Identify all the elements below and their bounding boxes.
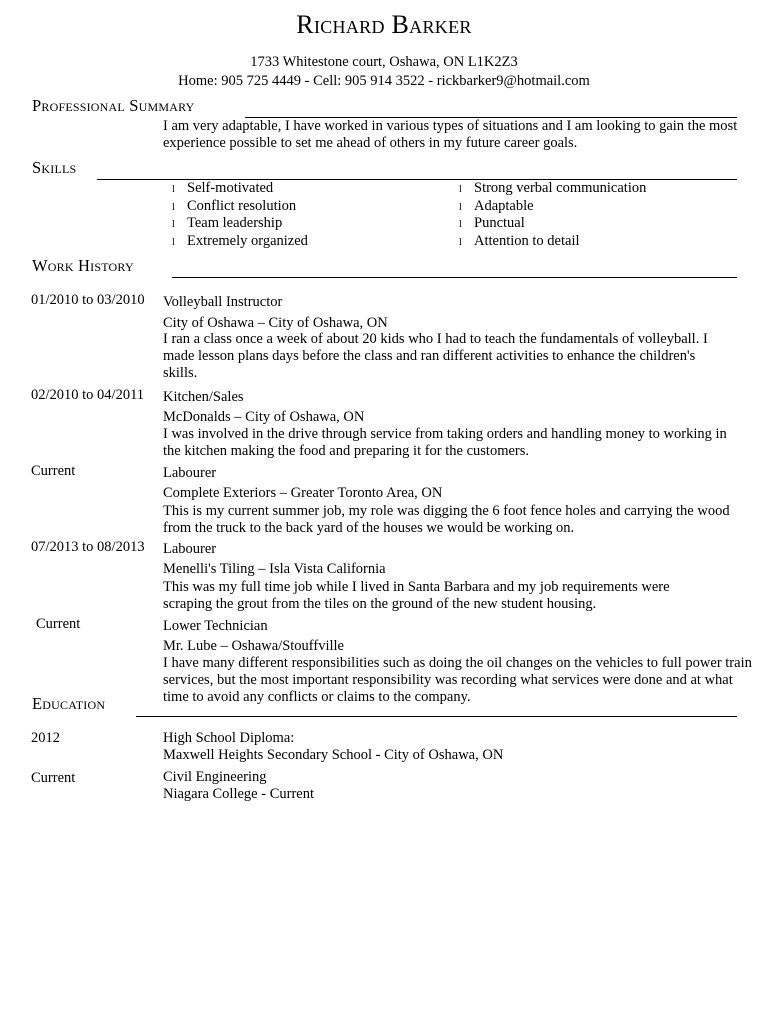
section-rule-education bbox=[136, 716, 737, 717]
bullet-icon: l bbox=[459, 219, 462, 230]
bullet-icon: l bbox=[459, 202, 462, 213]
job-position: Kitchen/Sales bbox=[163, 389, 244, 405]
section-title-education: Education bbox=[32, 694, 106, 713]
job-employer: Complete Exteriors – Greater Toronto Area, ON bbox=[163, 485, 443, 501]
education-date: 2012 bbox=[31, 730, 60, 746]
job-dates: Current bbox=[31, 463, 76, 479]
skill-item: Strong verbal communication bbox=[474, 180, 647, 196]
skill-item: Adaptable bbox=[474, 198, 534, 214]
job-description: I have many different responsibilities such as doing the oil changes on the vehicles to full power train services, but the most important responsibility was recording what services were done and at what time to avoid any conflicts or claims to the company. bbox=[163, 655, 752, 705]
education-institution: Maxwell Heights Secondary School - City of Oshawa, ON bbox=[163, 747, 504, 763]
job-dates: 02/2010 to 04/2011 bbox=[31, 387, 145, 403]
job-dates: 01/2010 to 03/2010 bbox=[31, 292, 145, 308]
job-employer: Menelli's Tiling – Isla Vista California bbox=[163, 561, 386, 577]
bullet-icon: l bbox=[172, 184, 175, 195]
skill-item: Self-motivated bbox=[187, 180, 274, 196]
bullet-icon: l bbox=[459, 184, 462, 195]
section-title-summary: Professional Summary bbox=[32, 96, 195, 115]
candidate-name: Richard Barker bbox=[296, 10, 472, 39]
job-position: Labourer bbox=[163, 465, 217, 481]
section-rule-work bbox=[172, 277, 737, 278]
education-institution: Niagara College - Current bbox=[163, 786, 314, 802]
job-employer: McDonalds – City of Oshawa, ON bbox=[163, 409, 365, 425]
job-employer: City of Oshawa – City of Oshawa, ON bbox=[163, 315, 388, 331]
job-description: I ran a class once a week of about 20 kids who I had to teach the fundamentals of volleyball. I made lesson plans days before the class and ran different activities to enhance the children's skills. bbox=[163, 331, 708, 381]
job-description: This is my current summer job, my role was digging the 6 foot fence holes and carrying the wood from the truck to the back yard of the houses we would be working on. bbox=[163, 503, 730, 536]
bullet-icon: l bbox=[459, 237, 462, 248]
bullet-icon: l bbox=[172, 237, 175, 248]
summary-text: I am very adaptable, I have worked in various types of situations and I am looking to gain the most experience possible to set me ahead of others in my future career goals. bbox=[163, 118, 738, 151]
job-position: Lower Technician bbox=[163, 618, 268, 634]
job-position: Volleyball Instructor bbox=[163, 294, 283, 310]
section-title-skills: Skills bbox=[32, 158, 77, 177]
job-dates: Current bbox=[36, 616, 81, 632]
contact-line: Home: 905 725 4449 - Cell: 905 914 3522 - rickbarker9@hotmail.com bbox=[178, 73, 590, 89]
skill-item: Conflict resolution bbox=[187, 198, 297, 214]
bullet-icon: l bbox=[172, 202, 175, 213]
education-credential: High School Diploma: bbox=[163, 730, 295, 746]
job-description: I was involved in the drive through service from taking orders and handling money to working in the kitchen making the food and preparing it for the customers. bbox=[163, 426, 727, 459]
job-employer: Mr. Lube – Oshawa/Stouffville bbox=[163, 638, 344, 654]
job-description: This was my full time job while I lived in Santa Barbara and my job requirements were scraping the grout from the tiles on the ground of the new student housing. bbox=[163, 579, 670, 612]
bullet-icon: l bbox=[172, 219, 175, 230]
education-date: Current bbox=[31, 770, 76, 786]
skill-item: Team leadership bbox=[187, 215, 283, 231]
education-credential: Civil Engineering bbox=[163, 769, 267, 785]
skill-item: Attention to detail bbox=[474, 233, 580, 249]
skill-item: Extremely organized bbox=[187, 233, 308, 249]
skill-item: Punctual bbox=[474, 215, 525, 231]
address-line: 1733 Whitestone court, Oshawa, ON L1K2Z3 bbox=[250, 54, 518, 70]
job-position: Labourer bbox=[163, 541, 217, 557]
job-dates: 07/2013 to 08/2013 bbox=[31, 539, 145, 555]
section-title-work-history: Work History bbox=[32, 256, 134, 275]
